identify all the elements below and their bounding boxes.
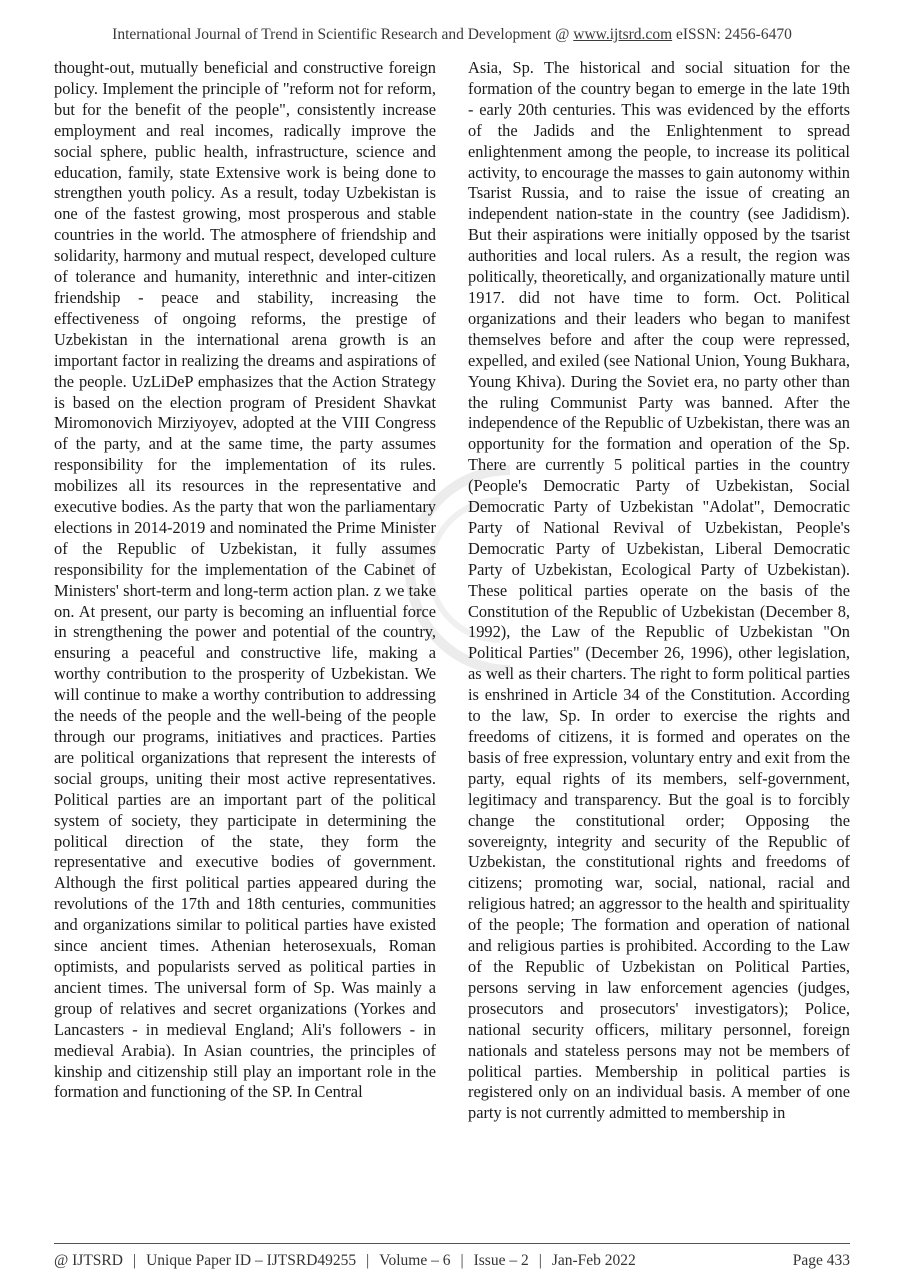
footer-issue: Issue – 2 — [473, 1252, 529, 1269]
body-paragraph-left: thought-out, mutually beneficial and constructive foreign policy. Implement the principle of "reform not for reform, but for the benefit of the people", consistently increase employment and real incomes, radically improve the social sphere, public health, infrastructure, science and education, family, state Extensive work is being done to strengthen youth policy. As a result, today Uzbekistan is one of the fastest growing, most prosperous and stable countries in the world. The atmosphere of friendship and solidarity, harmony and mutual respect, developed culture of tolerance and humanity, interethnic and inter-citizen friendship - peace and stability, increasing the effectiveness of ongoing reforms, the prestige of Uzbekistan in the international arena growth is an important factor in realizing the dreams and aspirations of the people. UzLiDeP emphasizes that the Action Strategy is based on the election program of President Shavkat Miromonovich Mirziyoyev, adopted at the VIII Congress of the party, and at the same time, the party assumes responsibility for the implementation of its rules. mobilizes all its resources in the representative and executive bodies. As the party that won the parliamentary elections in 2014-2019 and nominated the Prime Minister of the Republic of Uzbekistan, it fully assumes responsibility for the implementation of the Cabinet of Ministers' short-term and long-term action plan. z we take on. At present, our party is becoming an influential force in strengthening the power and potential of the country, ensuring a peaceful and constructive life, making a worthy contribution to the prosperity of Uzbekistan. We will continue to make a worthy contribution to addressing the needs of the people and the well-being of the people through our programs, initiatives and practices. Parties are political organizations that represent the interests of social groups, uniting their most active representatives. Political parties are an important part of the political system of society, they participate in determining the political direction of the state, they form the representative and executive bodies of government. Although the first political parties appeared during the revolutions of the 17th and 18th centuries, communities and organizations similar to political parties have existed since ancient times. Athenian heterosexuals, Roman optimists, and popularists served as political parties in ancient times. The universal form of Sp. Was mainly a group of relatives and secret organizations (Yorkes and Lancasters - in medieval England; Ali's followers - in medieval Arabia). In Asian countries, the principles of kinship and citizenship still play an important role in the formation and functioning of the SP. In Central — [54, 58, 436, 1102]
journal-url-link[interactable]: www.ijtsrd.com — [573, 26, 673, 43]
issn: eISSN: 2456-6470 — [672, 26, 792, 43]
page-number: Page 433 — [792, 1252, 850, 1269]
left-column — [54, 58, 436, 1103]
footer-separator: | — [132, 1252, 137, 1269]
body-paragraph-right: Asia, Sp. The historical and social situation for the formation of the country began to emerge in the late 19th - early 20th centuries. This was evidenced by the efforts of the Jadids and the Enlightenment to spread enlightenment among the people, to increase its political activity, to encourage the masses to gain autonomy within Tsarist Russia, and to raise the issue of creating an independent nation-state in the country (see Jadidism). But their aspirations were initially opposed by the tsarist authorities and local rulers. As a result, the region was politically, theoretically, and organizationally mature until 1917. did not have time to form. Oct. Political organizations and their leaders who began to manifest themselves before and after the coup were repressed, expelled, and exiled (see National Union, Young Bukhara, Young Khiva). During the Soviet era, no party other than the ruling Communist Party was banned. After the independence of the Republic of Uzbekistan, there was an opportunity for the formation and operation of the Sp. There are currently 5 political parties in the country (People's Democratic Party of Uzbekistan, Social Democratic Party of Uzbekistan "Adolat", Democratic Party of National Revival of Uzbekistan, People's Democratic Party of Uzbekistan, Liberal Democratic Party of Uzbekistan, Ecological Party of Uzbekistan). These political parties operate on the basis of the Constitution of the Republic of Uzbekistan (December 8, 1992), the Law of the Republic of Uzbekistan "On Political Parties" (December 26, 1996), other legislation, as well as their charters. The right to form political parties is enshrined in Article 34 of the Constitution. According to the law, Sp. In order to exercise the rights and freedoms of citizens, it is formed and operates on the basis of free expression, voluntary entry and exit from the party, equal rights of its members, self-government, legitimacy and transparency. But the goal is to forcibly change the constitutional order; Opposing the sovereignty, integrity and security of the Republic of Uzbekistan, the constitutional rights and freedoms of citizens; promoting war, social, national, racial and religious hatred; an aggressor to the health and spirituality of the people; The formation and operation of national and religious parties is prohibited. According to the Law of the Republic of Uzbekistan on Political Parties, persons serving in law enforcement agencies (judges, prosecutors and prosecutors' investigators); Police, national security officers, military personnel, foreign nationals and stateless persons may not be members of political parties. Membership in political parties is registered only on an individual basis. A member of one party is not currently admitted to membership in — [468, 58, 850, 1123]
footer-paper-id: Unique Paper ID – IJTSRD49255 — [146, 1252, 357, 1269]
footer-separator: | — [366, 1252, 370, 1269]
footer-divider — [54, 1243, 850, 1244]
footer-separator: | — [538, 1252, 542, 1269]
journal-name: International Journal of Trend in Scientific Research and Development @ — [112, 26, 574, 43]
right-column — [468, 58, 850, 1124]
footer-publisher: @ IJTSRD — [54, 1252, 123, 1269]
page-footer — [54, 1252, 850, 1270]
running-header — [0, 26, 904, 44]
footer-date: Jan-Feb 2022 — [551, 1252, 636, 1269]
footer-separator: | — [460, 1252, 464, 1269]
footer-volume: Volume – 6 — [379, 1252, 451, 1269]
